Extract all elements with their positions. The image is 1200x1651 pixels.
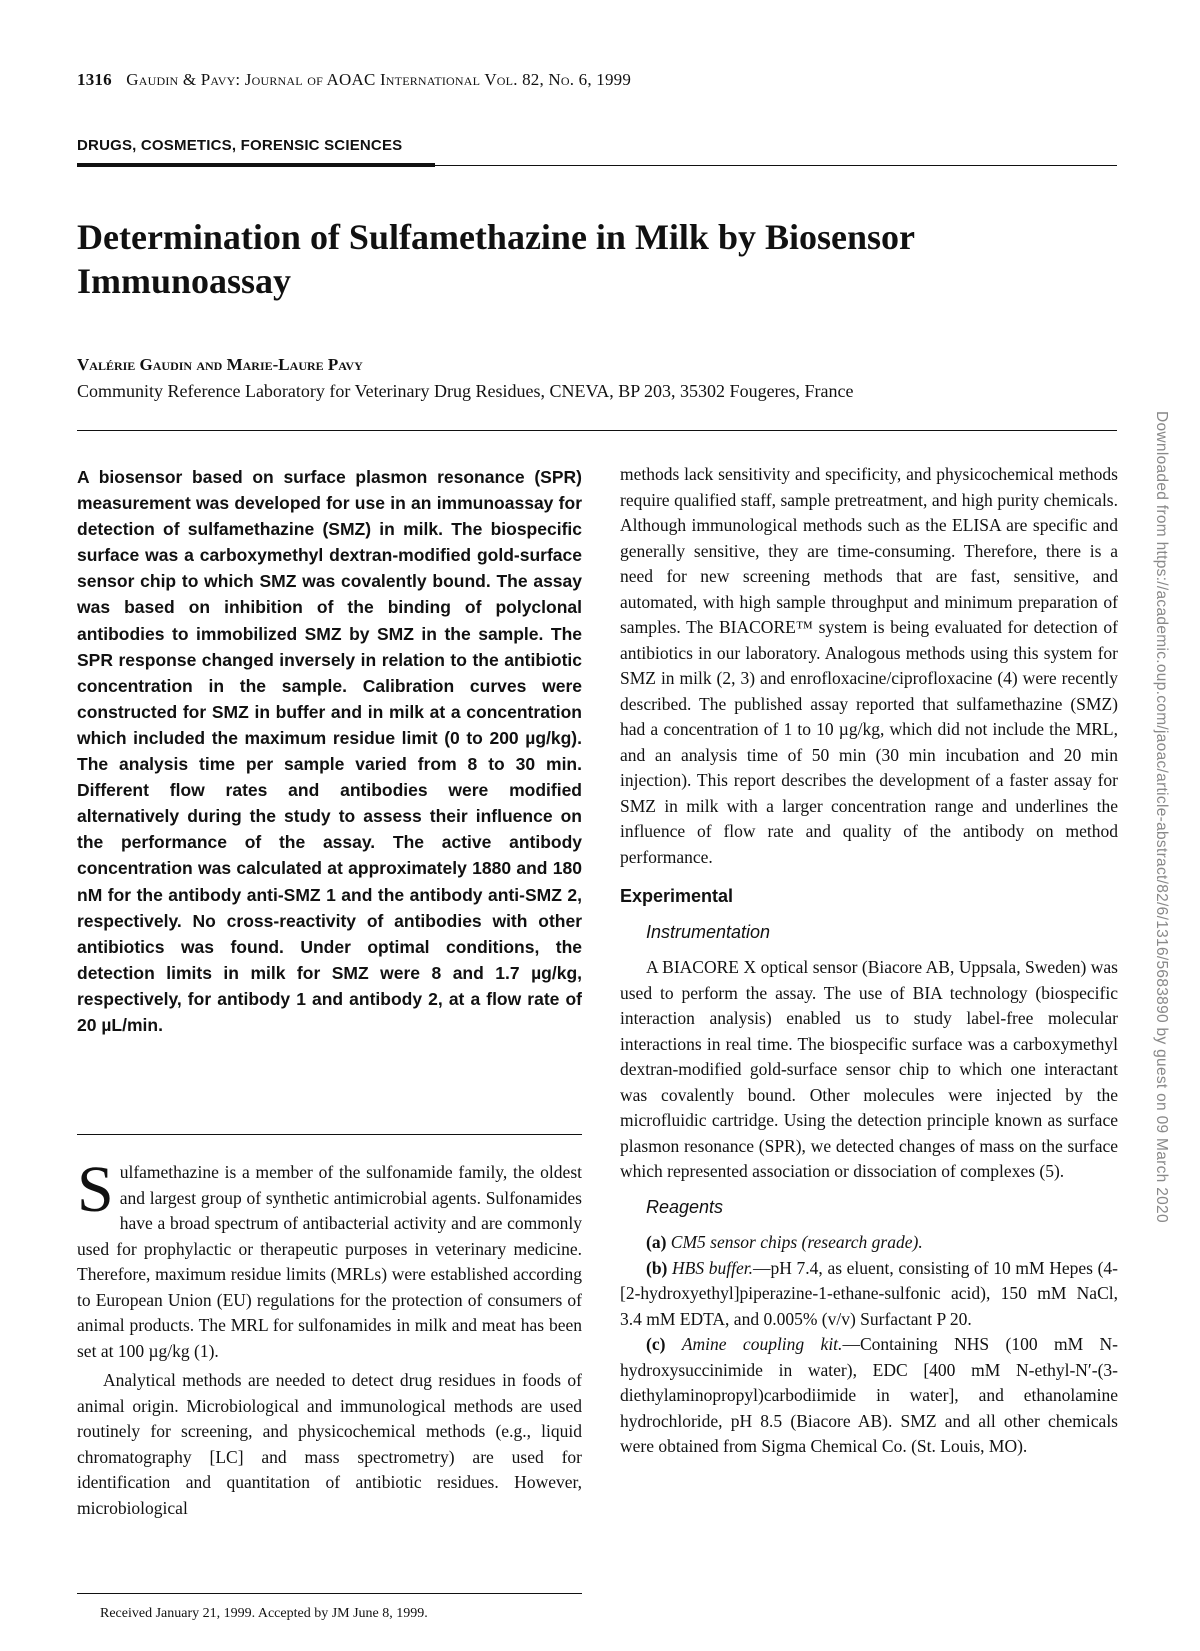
section-label: DRUGS, COSMETICS, FORENSIC SCIENCES — [77, 137, 403, 154]
affiliation: Community Reference Laboratory for Veterinary Drug Residues, CNEVA, BP 203, 35302 Fougeres, France — [77, 381, 854, 401]
reagent-item: (b) HBS buffer.—pH 7.4, as eluent, consisting of 10 mM Hepes (4-[2-hydroxyethyl]piperazine-1-ethane-sulfonic acid), 150 mM NaCl, 3.4 mM EDTA, and 0.005% (v/v) Surfactant P 20. — [620, 1257, 1119, 1329]
introduction — [77, 1153, 582, 1521]
intro-paragraph-2: Analytical methods are needed to detect drug residues in foods of animal origin. Microbiological and immunological methods are used routinely for screening, and physicochemical methods (e.g., liquid chromatography [LC] and mass spectrometry) are used for identification and quantitation of antibiotic residues. However, microbiological — [77, 1370, 582, 1518]
running-head — [77, 70, 1077, 90]
footnote-divider — [77, 1593, 582, 1594]
article-title: Determination of Sulfamethazine in Milk by Biosensor Immunoassay — [77, 217, 915, 301]
running-head-text: Gaudin & Pavy: Journal of AOAC International Vol. 82, No. 6, 1999 — [126, 70, 632, 89]
abstract: A biosensor based on surface plasmon resonance (SPR) measurement was developed for use in an immunoassay for detection of sulfamethazine (SMZ) in milk. The biospecific surface was a carboxymethyl dextran-modified gold-surface sensor chip to which SMZ was covalently bound. The assay was based on inhibition of the binding of polyclonal antibodies to immobilized SMZ by SMZ in the sample. The SPR response changed inversely in relation to the antibiotic concentration in the sample. Calibration curves were constructed for SMZ in buffer and in milk at a concentration which included the maximum residue limit (0 to 200 µg/kg). The analysis time per sample varied from 8 to 30 min. Different flow rates and antibodies were modified alternatively during the study to assess their influence on the performance of the assay. The active antibody concentration was calculated at approximately 1880 and 180 nM for the antibody anti-SMZ 1 and the antibody anti-SMZ 2, respectively. No cross-reactivity of antibodies with other antibiotics was found. Under optimal conditions, the detection limits in milk for SMZ were 8 and 1.7 µg/kg, respectively, for antibody 1 and antibody 2, at a flow rate of 20 µL/min. — [77, 467, 582, 1035]
download-watermark: Downloaded from https://academic.oup.com/jaoac/article-abstract/82/6/1316/5683890 by guest on 09 March 2020 — [1153, 411, 1170, 1223]
drop-cap: S — [77, 1153, 114, 1226]
section-divider-accent — [77, 163, 435, 167]
intro-continuation: methods lack sensitivity and specificity, and physicochemical methods require qualified staff, sample pretreatment, and high purity chemicals. Although immunological methods such as the ELISA are specific and generally sensitive, they are time-consuming. Therefore, there is a need for new screening methods that are fast, sensitive, and automated, with high sample throughput and minimum preparation of samples. The BIACORE™ system is being evaluated for detection of antibiotics in our laboratory. Analogous methods using this system for SMZ in milk (2, 3) and enrofloxacine/ciprofloxacine (4) were recently described. The published assay reported that sulfamethazine (SMZ) had a concentration of 1 to 10 µg/kg, which did not include the MRL, and an analysis time of 50 min (30 min incubation and 20 min injection). This report describes the development of a faster assay for SMZ in milk with a larger concentration range and underlines the influence of flow rate and quality of the antibody on method performance. — [620, 464, 1118, 867]
heading-reagents: Reagents — [646, 1196, 724, 1217]
intro-paragraph-1-text: ulfamethazine is a member of the sulfonamide family, the oldest and largest group of synthetic antimicrobial agents. Sulfonamides have a broad spectrum of antibacterial activity and are commonly used for prophylactic or therapeutic purposes in veterinary medicine. Therefore, maximum residue limits (MRLs) were established according to European Union (EU) regulations for the protection of consumers of animal products. The MRL for sulfonamides in milk and meat has been set at 100 µg/kg (1). — [77, 1162, 582, 1361]
reagent-item: (c) Amine coupling kit.—Containing NHS (100 mM N-hydroxysuccinimide in water), EDC [400 mM N-ethyl-N′-(3-diethylaminopropyl)carbodiimide in water], and ethanolamine hydrochloride, pH 8.5 (Biacore AB). SMZ and all other chemicals were obtained from Sigma Chemical Co. (St. Louis, MO). — [620, 1334, 1118, 1456]
heading-experimental: Experimental — [620, 886, 734, 906]
header-divider — [77, 430, 1117, 431]
instrumentation-paragraph: A BIACORE X optical sensor (Biacore AB, Uppsala, Sweden) was used to perform the assay. The use of BIA technology (biospecific interaction analysis) enabled us to study label-free molecular interactions in real time. The biospecific surface was a carboxymethyl dextran-modified gold-surface sensor chip to which one interactant was covalently bound. Other molecules were injected by the microfluidic cartridge. Using the detection principle known as surface plasmon resonance (SPR), we detected changes of mass on the surface which represented association or dissociation of complexes (5). — [620, 957, 1118, 1181]
heading-instrumentation: Instrumentation — [646, 921, 771, 942]
reagent-item: (a) CM5 sensor chips (research grade). — [646, 1232, 923, 1252]
authors: Valérie Gaudin and Marie-Laure Pavy — [77, 355, 363, 374]
right-column — [620, 462, 1118, 1460]
page-number: 1316 — [77, 70, 112, 89]
intro-paragraph-1 — [77, 1153, 582, 1364]
abstract-divider — [77, 1134, 582, 1135]
received-note: Received January 21, 1999. Accepted by JM June 8, 1999. — [100, 1606, 428, 1621]
